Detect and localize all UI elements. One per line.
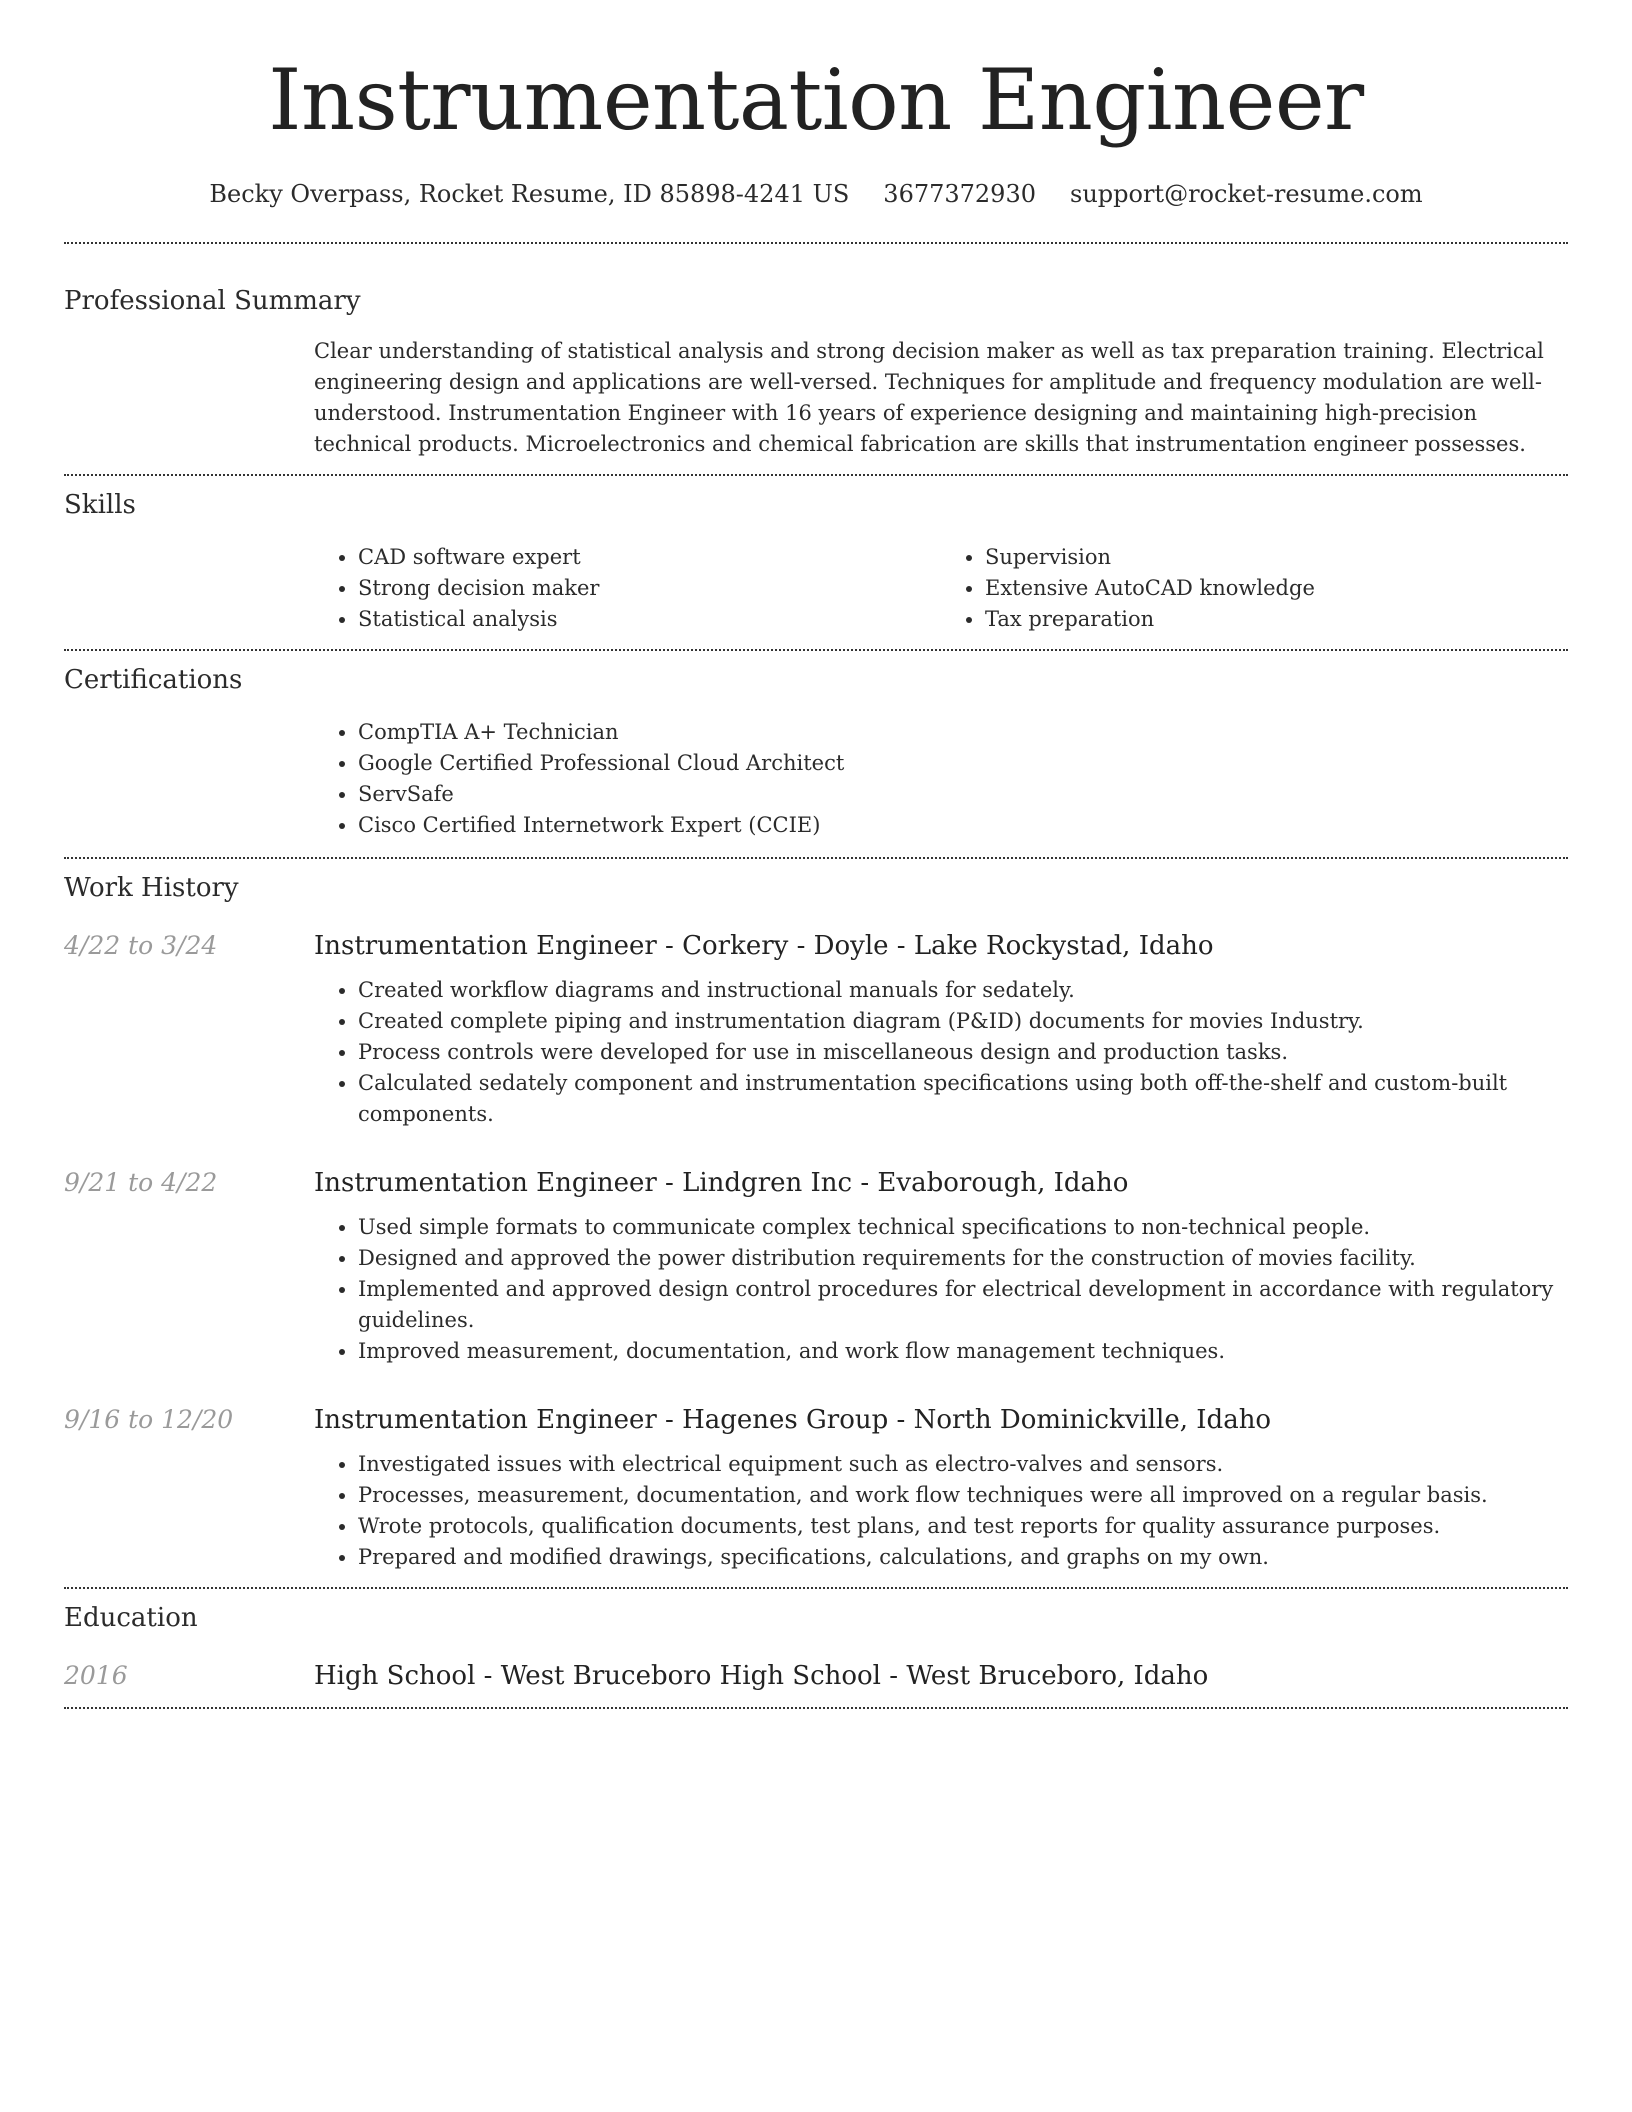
contact-line [64, 180, 1568, 208]
job-title: Instrumentation Engineer - Hagenes Group - North Dominickville, Idaho [314, 1405, 1272, 1435]
job-bullet: • Created workflow diagrams and instructional manuals for sedately. [358, 975, 1568, 1006]
job-bullet: • Investigated issues with electrical equipment such as electro-valves and sensors. [358, 1449, 1568, 1480]
divider [64, 649, 1568, 651]
job-entry [64, 1168, 1568, 1198]
section-title-education: Education [64, 1603, 198, 1633]
job-dates: 9/16 to 12/20 [64, 1405, 234, 1434]
job-title: Instrumentation Engineer - Corkery - Doyle - Lake Rockystad, Idaho [314, 931, 1214, 961]
job-bullet: • Wrote protocols, qualification documents, test plans, and test reports for quality assurance purposes. [358, 1511, 1568, 1542]
skills-column-left [314, 542, 941, 635]
education-detail: High School - West Bruceboro High School - West Bruceboro, Idaho [314, 1661, 1209, 1691]
education-year: 2016 [64, 1661, 128, 1690]
skill-item: • Extensive AutoCAD knowledge [985, 573, 1568, 604]
job-bullet: • Processes, measurement, documentation, and work flow techniques were all improved on a regular basis. [358, 1480, 1568, 1511]
divider [64, 242, 1568, 244]
section-title-skills: Skills [64, 490, 136, 520]
job-title: Instrumentation Engineer - Lindgren Inc - Evaborough, Idaho [314, 1168, 1129, 1198]
certifications-list [314, 717, 1568, 841]
job-bullet: • Designed and approved the power distribution requirements for the construction of movies facility. [358, 1243, 1568, 1274]
section-title-work-history: Work History [64, 873, 239, 903]
divider [64, 474, 1568, 476]
summary-text: Clear understanding of statistical analysis and strong decision maker as well as tax preparation training. Electrical engineering design and applications are well-versed. Techniques for amplitude and frequency modulation are well-understood. Instrumentation Engineer with 16 years of experience designing and maintaining high-precision technical products. Microelectronics and chemical fabrication are skills that instrumentation engineer possesses. [314, 339, 1544, 456]
job-bullet: • Created complete piping and instrumentation diagram (P&ID) documents for movies Industry. [358, 1006, 1568, 1037]
divider [64, 1587, 1568, 1589]
job-bullet: • Calculated sedately component and instrumentation specifications using both off-the-shelf and custom-built components. [358, 1068, 1568, 1130]
divider [64, 857, 1568, 859]
skill-item: • Strong decision maker [358, 573, 941, 604]
skills-list [314, 542, 1568, 635]
skill-item: • Statistical analysis [358, 604, 941, 635]
job-bullets [314, 975, 1568, 1130]
job-bullets [314, 1449, 1568, 1573]
job-bullet: • Implemented and approved design control procedures for electrical development in accordance with regulatory guidelines. [358, 1274, 1568, 1336]
job-bullets [314, 1212, 1568, 1367]
job-entry [64, 931, 1568, 961]
job-bullet: • Improved measurement, documentation, and work flow management techniques. [358, 1336, 1568, 1367]
job-dates: 4/22 to 3/24 [64, 931, 218, 960]
contact-phone: 3677372930 [883, 180, 1036, 208]
divider [64, 1707, 1568, 1709]
job-bullet: • Process controls were developed for use in miscellaneous design and production tasks. [358, 1037, 1568, 1068]
certification-item: • ServSafe [358, 779, 1568, 810]
contact-address: Becky Overpass, Rocket Resume, ID 85898-4241 US [209, 180, 850, 208]
skills-column-right [941, 542, 1568, 635]
job-bullet: • Prepared and modified drawings, specifications, calculations, and graphs on my own. [358, 1542, 1568, 1573]
job-dates: 9/21 to 4/22 [64, 1168, 218, 1197]
certification-item: • Cisco Certified Internetwork Expert (CCIE) [358, 810, 1568, 841]
certification-item: • CompTIA A+ Technician [358, 717, 1568, 748]
skill-item: • CAD software expert [358, 542, 941, 573]
page-title: Instrumentation Engineer [268, 51, 1364, 149]
skill-item: • Tax preparation [985, 604, 1568, 635]
job-entry [64, 1405, 1568, 1435]
certification-item: • Google Certified Professional Cloud Architect [358, 748, 1568, 779]
skill-item: • Supervision [985, 542, 1568, 573]
contact-email: support@rocket-resume.com [1070, 180, 1423, 208]
section-title-summary: Professional Summary [64, 286, 361, 316]
education-entry [64, 1661, 1568, 1691]
job-bullet: • Used simple formats to communicate complex technical specifications to non-technical people. [358, 1212, 1568, 1243]
section-title-certifications: Certifications [64, 665, 243, 695]
